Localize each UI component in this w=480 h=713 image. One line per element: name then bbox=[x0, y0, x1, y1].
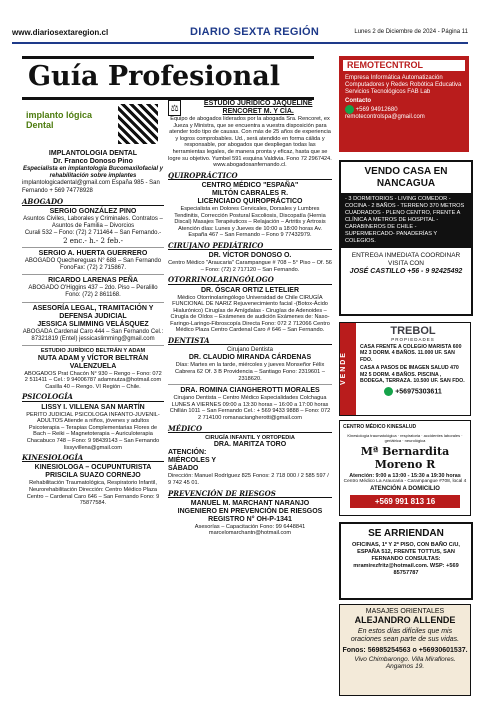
column-left bbox=[22, 100, 164, 507]
implanto-doctor: Dr. Franco Donoso Pino bbox=[53, 158, 133, 165]
page-date: Lunes 2 de Diciembre de 2024 - Página 11 bbox=[354, 29, 468, 35]
whatsapp-icon bbox=[384, 387, 393, 396]
beltran-heading: ESTUDIO JURÍDICO BELTRÁN Y ADAM bbox=[40, 348, 146, 355]
section-quiropractico: QUIROPRÁCTICO bbox=[168, 172, 332, 180]
treb-listing-2: CASA A PASOS DE IMAGEN SALUD 470 M2 5 DORM. 4 BAÑOS. PISCINA , BODEGA, TERRAZA. 10.500 UF. SAN FDO. bbox=[360, 365, 465, 385]
moreno-name: Mª Bernardita Moreno R bbox=[360, 445, 450, 471]
ortiz-text: Médico Otorrinolaringólogo Universidad de Chile CIRUGÍA FUNCIONAL DE NARIZ Rejuvenecimiento facial -(Botox-Ácido Hialurónico) Cirugías de Amígdalas - Cirugías de Adenoides – Cirugía de Oídos – Exámenes de audición Exámenes de: Naso-Faringo-Laringo-Fibroscopía Directa Fono: 072 2 712066 Centro Médico Plaza Centro Cardenal Caro # 646 – San Fernando. bbox=[170, 294, 330, 334]
treb-logo: TREBOL bbox=[390, 325, 436, 337]
donoso-text: Centro Médico "Araucaria" Carampangue # 708 – 5° Piso – Of. 56 – Fono: (72) 2 717120 – San Fernando. bbox=[168, 260, 332, 273]
jaque-header bbox=[168, 100, 332, 116]
treb-side-label: V E N D E bbox=[340, 323, 356, 415]
treb-listing-1: CASA FRENTE A COLEGIO MARISTA 600 M2 3 DORM. 4 BAÑOS. 11.000 UF. SAN FDO. bbox=[360, 344, 462, 363]
gonzalez-address: Curali 532 – Fono: (72) 2 711464 – San Fernando.- bbox=[24, 230, 162, 237]
beltran-name: NUTA ADAM y VÍCTOR BELTRÁN VALENZUELA bbox=[37, 354, 149, 370]
section-psicologia: PSICOLOGÍA bbox=[22, 393, 164, 401]
villena-name: LISSY I. VILLENA SAN MARTÍN bbox=[41, 403, 145, 411]
divider bbox=[22, 302, 164, 303]
jaque-heading: ESTUDIO JURÍDICO JAQUELINE RENCORET M. Y CÍA. bbox=[203, 100, 313, 115]
guide-title-box bbox=[22, 56, 314, 100]
toro-heading: CIRUGÍA INFANTIL Y ORTOPEDIA bbox=[205, 434, 295, 441]
toro-text: Dirección: Manuel Rodríguez 825 Fonos: 2 718 000 / 2 585 597 / 9 742 45 01. bbox=[168, 473, 329, 487]
cianghe-text: Cirujano Dentista – Centro Médico Especialidades Colchagua LUNES A VIERNES 09:00 a 13:30 horas – 16:00 a 17:00 horas Chillán 1011 – San Fernando Cel.: + 569 9433 9888 – Fono: 072 2 714100 romanaciangherotti@gmail.com bbox=[169, 395, 331, 422]
cianghe-name: DRA. ROMINA CIANGHEROTTI MORALES bbox=[180, 387, 320, 395]
section-kinesiologia: KINESIOLOGÍA bbox=[22, 454, 164, 462]
section-prevencion: PREVENCIÓN DE RIESGOS bbox=[168, 490, 332, 498]
donoso-name: DR. VÍCTOR DONOSO O. bbox=[208, 252, 292, 260]
column-middle bbox=[168, 100, 332, 537]
mas-heading-2: ALEJANDRO ALLENDE bbox=[354, 615, 456, 625]
venta-foot: ENTREGA INMEDIATA COORDINAR VISITA CON bbox=[351, 252, 461, 267]
section-medico: MÉDICO bbox=[168, 425, 332, 433]
venta-contact: JOSÉ CASTILLO +56 - 9 92425492 bbox=[349, 268, 463, 275]
villena-text: PERITO JUDICIAL PSICOLOGA INFANTO-JUVENIL-ADULTOS Atiende a niños, jóvenes y adultos Psicoterapia – Terapias Complementarias Flores de Bach – Reiki – Magnetoterapia – Auriculoterapia Chacabuco 748 – Fono: 9 98439143 – San Fernando lissyvillena@gmail.com bbox=[26, 411, 160, 451]
scales-icon: ⚖ bbox=[168, 100, 181, 116]
qr-code-icon bbox=[118, 104, 158, 144]
remo-phone-row bbox=[339, 105, 469, 114]
remo-logo: REMOTECNTROL bbox=[343, 60, 465, 71]
gonzalez-name: SERGIO GONZÁLEZ PINO bbox=[49, 208, 137, 216]
asesoria-heading: ASESORÍA LEGAL, TRAMITACIÓN Y DEFENSA JUDICIAL bbox=[32, 304, 154, 320]
quiro-center: CENTRO MÉDICO "ESPAÑA" bbox=[201, 181, 299, 189]
divider bbox=[22, 274, 164, 275]
remo-list: Empresa Informática Automatización Computadores y Redes Robótica Educativa Servicios Tecnológicos FAB Lab bbox=[345, 75, 462, 95]
moreno-logo: CENTRO MÉDICO KINESALUD bbox=[343, 424, 417, 430]
huerta-text: ABOGADO Quechereguas N° 688 – San Fernando FonoFax: (72) 2 715867. bbox=[24, 257, 162, 272]
larenas-text: ABOGADO O'Higgins 437 – 2do. Piso – Peralillo Fono: (72) 2 861168. bbox=[28, 285, 158, 299]
kinesalud-ad bbox=[339, 420, 471, 516]
treb-phone-row bbox=[360, 387, 466, 396]
section-dentista: DENTISTA bbox=[168, 337, 332, 345]
quiro-text: Especialista en Dolores Cervicales, Dorsales y Lumbres Tendinitis, Corrección Postural Escoliosis, Discopatía (Hernia Discal) Masajes Terapéuticos – Relajación – Artritis y Artrosis Atención días: Lunes y Jueves de 10:00 a 18:00 horas Av. España 467 – San Fernando – Fono 9 77432979. bbox=[174, 205, 326, 239]
divider bbox=[168, 384, 332, 385]
treb-subtitle: PROPIEDADES bbox=[391, 337, 435, 342]
page-title: Guía Profesional bbox=[28, 61, 281, 92]
implanto-logo-area bbox=[22, 100, 164, 150]
miranda-heading: Cirujano Dentista bbox=[226, 347, 274, 354]
trebol-ad bbox=[339, 322, 471, 416]
mas-address: Vivo Chimbarongo. Villa Miraflores. Angamos 19. bbox=[354, 656, 456, 670]
toro-name: DRA. MARITZA TORO bbox=[213, 441, 287, 449]
toro-attention: ATENCIÓN: MIÉRCOLES Y SÁBADO bbox=[168, 449, 216, 473]
divider bbox=[22, 247, 164, 248]
implanto-logo: implanto lógica Dental bbox=[26, 110, 93, 130]
mas-phones[interactable]: Fonos: 56985254563 o +56930601537. bbox=[342, 647, 468, 654]
miranda-name: DR. CLAUDIO MIRANDA CÁRDENAS bbox=[188, 354, 312, 362]
header-rule bbox=[12, 42, 468, 44]
moreno-hours: Atención: 9:00 a 13:00 - 15:30 a 19:30 horas bbox=[349, 473, 461, 479]
section-abogado: ABOGADO bbox=[22, 198, 164, 206]
arr-heading: SE ARRIENDAN bbox=[368, 528, 444, 539]
quiro-doctor: MILTÓN CABRALES R. bbox=[211, 189, 289, 197]
mas-text: En estos días difíciles que mis oraciones sean parte de sus vidas. bbox=[350, 628, 460, 643]
miranda-text: Días: Martes en la tarde, miércoles y jueves Monseñor Félix Cabrera 62 Of. 3 B Providencia – Santiago Fono: 2319601 – 2318620. bbox=[175, 362, 325, 382]
remo-contact-label: Contacto bbox=[345, 98, 371, 104]
remotecontrol-ad bbox=[339, 56, 469, 152]
vendo-casa-ad bbox=[339, 160, 473, 316]
quiro-title: LICENCIADO QUIROPRÁCTICO bbox=[197, 197, 303, 205]
marchant-text: Asesorías – Capacitación Fono: 99 6448841 marcelomarchantn@hotmail.com bbox=[194, 523, 306, 537]
whatsapp-icon bbox=[345, 105, 354, 114]
arr-text: OFICINAS, 1º Y 2º PISO, CON BAÑO C/U, ESPAÑA 512, FRENTE TOTTUS, SAN FERNANDO CONSULTAS: mramirezfritz@hotmail.com. WSP: +569 85757787 bbox=[351, 542, 460, 576]
implanto-contact: implantologicadental@gmail.com España 985 - San Fernando + 569 74778928 bbox=[22, 180, 160, 194]
page-header bbox=[12, 26, 468, 42]
moreno-phone[interactable]: +569 991 813 16 bbox=[350, 495, 460, 508]
gonzalez-text: Asuntos Civiles, Laborales y Criminales. Contratos – Asuntos de Familia – Divorcios bbox=[23, 216, 163, 230]
ortiz-name: DR. ÓSCAR ORTIZ LETELIER bbox=[201, 286, 299, 294]
kine-name: KINESIOLOGA – OCUPUNTURISTA PRISCILA SUAZO CORNEJO bbox=[34, 464, 152, 480]
remo-mail[interactable]: remotecontrolspa@gmail.com bbox=[345, 114, 425, 121]
moreno-home: ATENCIÓN A DOMICILIO bbox=[370, 486, 440, 492]
remo-phone[interactable]: +569 94912680 bbox=[355, 107, 398, 114]
jaque-text: Equipo de abogados liderados por la abogada Sra. Rencoret, ex Jueza y Ministra, que se encuentra a vuestra disposición para atender todo tipo de causas. Con más de 25 años de experiencia y logros comprobables. Ud., será atendido en forma cálida y responsable, por abogados que despliegan todas las herramientas legales, de manera pronta y eficaz, hasta que se logre su objetivo. Yumbel 591 esquina Valdivia. Fono 72 2967424. www.abogadosanfernando.cl. bbox=[168, 116, 332, 169]
venta-heading: VENDO CASA EN NANCAGUA bbox=[364, 166, 448, 189]
slimming-name: JESSICA SLIMMING VELÁSQUEZ bbox=[37, 320, 149, 328]
treb-body bbox=[360, 325, 466, 396]
section-otorrino: OTORRINOLARINGÓLOGO bbox=[168, 276, 332, 284]
section-cirujano: CIRUJANO PEDIÁTRICO bbox=[168, 242, 332, 250]
gonzalez-hours: 2 enc.- h.- 2 feb.- bbox=[63, 236, 123, 245]
newspaper-name: DIARIO SEXTA REGIÓN bbox=[190, 26, 320, 38]
moreno-tagline: Kinesiología traumatológica · respiratoria · accidentes laborales · geriátrica · neurológica bbox=[347, 433, 463, 443]
kine-text: Rehabilitación Traumatológica, Respiratorio Infantil, Neurorehabilitación Dirección: Centro Médico Plaza Centro – Cardenal Caro 646 – San Fernando Fono: 9 75877584. bbox=[26, 480, 160, 507]
venta-list: - 3 DORMITORIOS - LIVING COMEDOR - COCINA - 2 BAÑOS - TERRENO 370 METROS CUADRADOS - PLENO CENTRO, FRENTE A CLÍNICA A METROS DE HOSPITAL - CARABINEROS DE CHILE - SUPERMERCADO- PANADERÍAS Y COLEGIOS. bbox=[341, 193, 471, 248]
larenas-name: RICARDO LARENAS PEÑA bbox=[48, 277, 138, 285]
marchant-registry: REGISTRO N° OH-P-1341 bbox=[208, 515, 292, 523]
masajes-ad bbox=[339, 604, 471, 696]
marchant-name: MANUEL M. MARCHANT NARANJO bbox=[190, 499, 310, 507]
marchant-subtitle: INGENIERO EN PREVENCIÓN DE RIESGOS bbox=[177, 507, 323, 515]
huerta-name: SERGIO A. HUERTA GUERRERO bbox=[38, 249, 148, 257]
beltran-text: ABOGADOS Prat Chacón N° 930 – Rengo – Fono: 072 2 511411 – Cel.: 9 94006787 adamnutza@hotmail.com Casilla 40 – Rengo. VI Región – Chile. bbox=[24, 370, 162, 390]
slimming-text: ABOGADA Cardenal Caro 444 – San Fernando Cel.: 87321819 (Entel) jessicaslimming@gmail.com bbox=[22, 328, 164, 342]
divider bbox=[22, 345, 164, 346]
site-url[interactable]: www.diariosextaregion.cl bbox=[12, 28, 109, 37]
implanto-specialty: Especialista en implantología Bucomaxilofacial y rehabilitación sobre implantes bbox=[22, 166, 164, 180]
treb-phone[interactable]: +56975303611 bbox=[395, 388, 442, 396]
mas-heading-1: MASAJES ORIENTALES bbox=[365, 608, 445, 615]
moreno-address: Centro Médico La Araucaria - Carampangue #708, local 4 bbox=[343, 479, 467, 484]
arriendan-ad bbox=[339, 522, 473, 600]
implanto-name: IMPLANTOLOGIA DENTAL bbox=[48, 150, 138, 157]
